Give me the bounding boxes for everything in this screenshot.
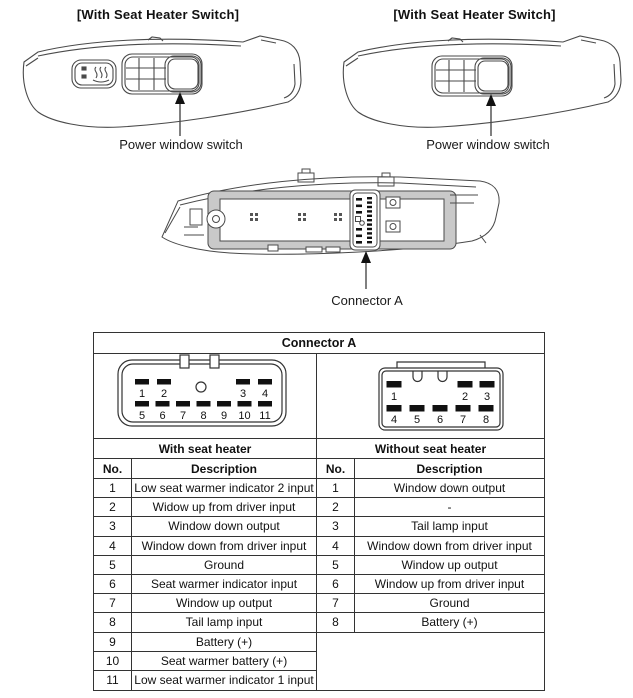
pin-label: 6 bbox=[159, 410, 166, 422]
table-row bbox=[94, 517, 316, 536]
pin-number: 7 bbox=[317, 594, 355, 612]
pin-description: Low seat warmer indicator 1 input bbox=[134, 673, 314, 688]
table-row bbox=[94, 556, 316, 575]
pin-number: 1 bbox=[317, 479, 355, 497]
pin-description: Window up output bbox=[175, 596, 273, 611]
table-row bbox=[94, 537, 316, 556]
table-row bbox=[317, 498, 544, 517]
pin-number: 7 bbox=[94, 594, 132, 612]
pin-slot bbox=[387, 381, 402, 388]
pin-slot bbox=[135, 401, 149, 407]
col-no: No. bbox=[317, 459, 355, 478]
table-row bbox=[94, 498, 316, 517]
pin-number: 2 bbox=[94, 498, 132, 516]
pin-label: 1 bbox=[138, 388, 146, 400]
col-no: No. bbox=[94, 459, 132, 478]
pin-number: 8 bbox=[94, 613, 132, 631]
connector-a-table bbox=[93, 332, 545, 691]
pin-number: 4 bbox=[317, 537, 355, 555]
with-heater-header: With seat heater bbox=[94, 439, 316, 459]
pin-label: 8 bbox=[200, 410, 207, 422]
pin-label: 6 bbox=[436, 414, 444, 426]
pin-description: Widow up from driver input bbox=[152, 500, 296, 515]
pin-number: 5 bbox=[94, 556, 132, 574]
pin-label: 8 bbox=[482, 414, 490, 426]
pin-slot bbox=[410, 405, 425, 412]
with-heater-subtable bbox=[94, 439, 317, 690]
with-heater-columns bbox=[94, 459, 316, 479]
pin-slot bbox=[197, 401, 211, 407]
without-heater-header: Without seat heater bbox=[317, 439, 544, 459]
pin-description: Ground bbox=[429, 596, 470, 611]
table-row bbox=[317, 594, 544, 613]
pin-slot bbox=[135, 379, 149, 385]
pin-slot bbox=[433, 405, 448, 412]
pin-number: 8 bbox=[317, 613, 355, 631]
pin-label: 4 bbox=[261, 388, 269, 400]
without-heater-subtable bbox=[317, 439, 544, 690]
table-row bbox=[317, 556, 544, 575]
connector-a-block bbox=[350, 190, 380, 250]
pin-slot bbox=[236, 379, 250, 385]
table-row bbox=[317, 575, 544, 594]
pin-label: 3 bbox=[239, 388, 247, 400]
pin-slot bbox=[480, 381, 495, 388]
pin-slot bbox=[258, 379, 272, 385]
pin-description: Window down from driver input bbox=[141, 538, 307, 553]
pin-description: Ground bbox=[203, 557, 245, 572]
arrow-power-window-switch-left bbox=[175, 92, 185, 136]
empty-cell bbox=[317, 633, 544, 691]
pin-number: 3 bbox=[94, 517, 132, 535]
pin-label: 11 bbox=[259, 410, 271, 422]
pin-number: 3 bbox=[317, 517, 355, 535]
pin-slot bbox=[479, 405, 494, 412]
without-heater-columns bbox=[317, 459, 544, 479]
table-row bbox=[94, 479, 316, 498]
table-row bbox=[317, 537, 544, 556]
pin-label: 7 bbox=[459, 414, 467, 426]
pinout-without-heater bbox=[317, 354, 544, 438]
pin-label: 5 bbox=[413, 414, 421, 426]
pin-label: 2 bbox=[160, 388, 168, 400]
with-heater-rows bbox=[94, 479, 316, 690]
pin-label: 3 bbox=[483, 391, 491, 403]
pin-slot bbox=[217, 401, 231, 407]
table-title: Connector A bbox=[94, 333, 544, 354]
pin-number: 5 bbox=[317, 556, 355, 574]
without-heater-rows bbox=[317, 479, 544, 633]
connector-11pin-diagram bbox=[94, 354, 317, 438]
col-desc: Description bbox=[190, 461, 257, 476]
connector-pinout-diagrams bbox=[94, 354, 544, 439]
pin-number: 2 bbox=[317, 498, 355, 516]
table-row bbox=[94, 671, 316, 690]
pin-description: Battery (+) bbox=[195, 634, 253, 649]
pin-number: 6 bbox=[317, 575, 355, 593]
seat-heater-icon bbox=[82, 67, 109, 82]
table-row bbox=[94, 575, 316, 594]
power-window-switch-label-right: Power window switch bbox=[426, 137, 550, 152]
arrow-power-window-switch-right bbox=[486, 94, 496, 136]
pin-number: 10 bbox=[94, 652, 132, 670]
pin-number: 6 bbox=[94, 575, 132, 593]
pin-slot bbox=[156, 401, 170, 407]
pin-description: Window down output bbox=[168, 519, 280, 534]
table-row bbox=[317, 479, 544, 498]
switch-back-view-drawing bbox=[150, 165, 510, 293]
pin-label: 2 bbox=[461, 391, 469, 403]
pin-slot bbox=[456, 405, 471, 412]
pin-description: Window up output bbox=[401, 557, 498, 572]
pin-slot bbox=[458, 381, 473, 388]
pin-label: 1 bbox=[390, 391, 398, 403]
pinout-with-heater bbox=[94, 354, 317, 438]
pin-number: 9 bbox=[94, 633, 132, 651]
arrow-connector-a bbox=[361, 251, 371, 289]
pin-slot bbox=[258, 401, 272, 407]
pin-description: - bbox=[447, 500, 452, 515]
caption-with-seat-heater-right: [With Seat Heater Switch] bbox=[393, 7, 556, 22]
pin-slot bbox=[176, 401, 190, 407]
pin-description: Low seat warmer indicator 2 input bbox=[134, 481, 314, 496]
pin-description: Window down output bbox=[393, 481, 506, 496]
pin-number: 1 bbox=[94, 479, 132, 497]
pin-label: 5 bbox=[138, 410, 146, 422]
pin-label: 4 bbox=[390, 414, 398, 426]
door-panel-drawing-without-heater bbox=[328, 28, 633, 140]
pin-description: Seat warmer indicator input bbox=[150, 577, 298, 592]
table-row bbox=[317, 613, 544, 632]
pin-description: Tail lamp input bbox=[185, 615, 263, 630]
table-row bbox=[94, 613, 316, 632]
pin-description: Window down from driver input bbox=[367, 538, 532, 553]
pin-slot bbox=[157, 379, 171, 385]
connector-8pin-diagram bbox=[317, 354, 544, 438]
table-row bbox=[94, 633, 316, 652]
pin-slot bbox=[387, 405, 402, 412]
pin-label: 9 bbox=[220, 410, 228, 422]
pin-label: 10 bbox=[238, 410, 251, 422]
table-row bbox=[94, 652, 316, 671]
col-desc: Description bbox=[416, 461, 483, 476]
table-row bbox=[94, 594, 316, 613]
pin-number: 11 bbox=[94, 671, 132, 690]
pin-label: 7 bbox=[179, 410, 187, 422]
pin-number: 4 bbox=[94, 537, 132, 555]
power-window-switch-label-left: Power window switch bbox=[119, 137, 243, 152]
pin-description: Seat warmer battery (+) bbox=[160, 653, 288, 668]
door-panel-drawing-with-heater bbox=[8, 28, 314, 140]
connector-a-label: Connector A bbox=[331, 293, 403, 308]
pin-slot bbox=[238, 401, 252, 407]
pin-description: Battery (+) bbox=[421, 615, 478, 630]
pin-description: Tail lamp input bbox=[411, 519, 488, 534]
caption-with-seat-heater-left: [With Seat Heater Switch] bbox=[76, 7, 240, 22]
table-row bbox=[317, 517, 544, 536]
pin-description: Window up from driver input bbox=[374, 577, 525, 592]
